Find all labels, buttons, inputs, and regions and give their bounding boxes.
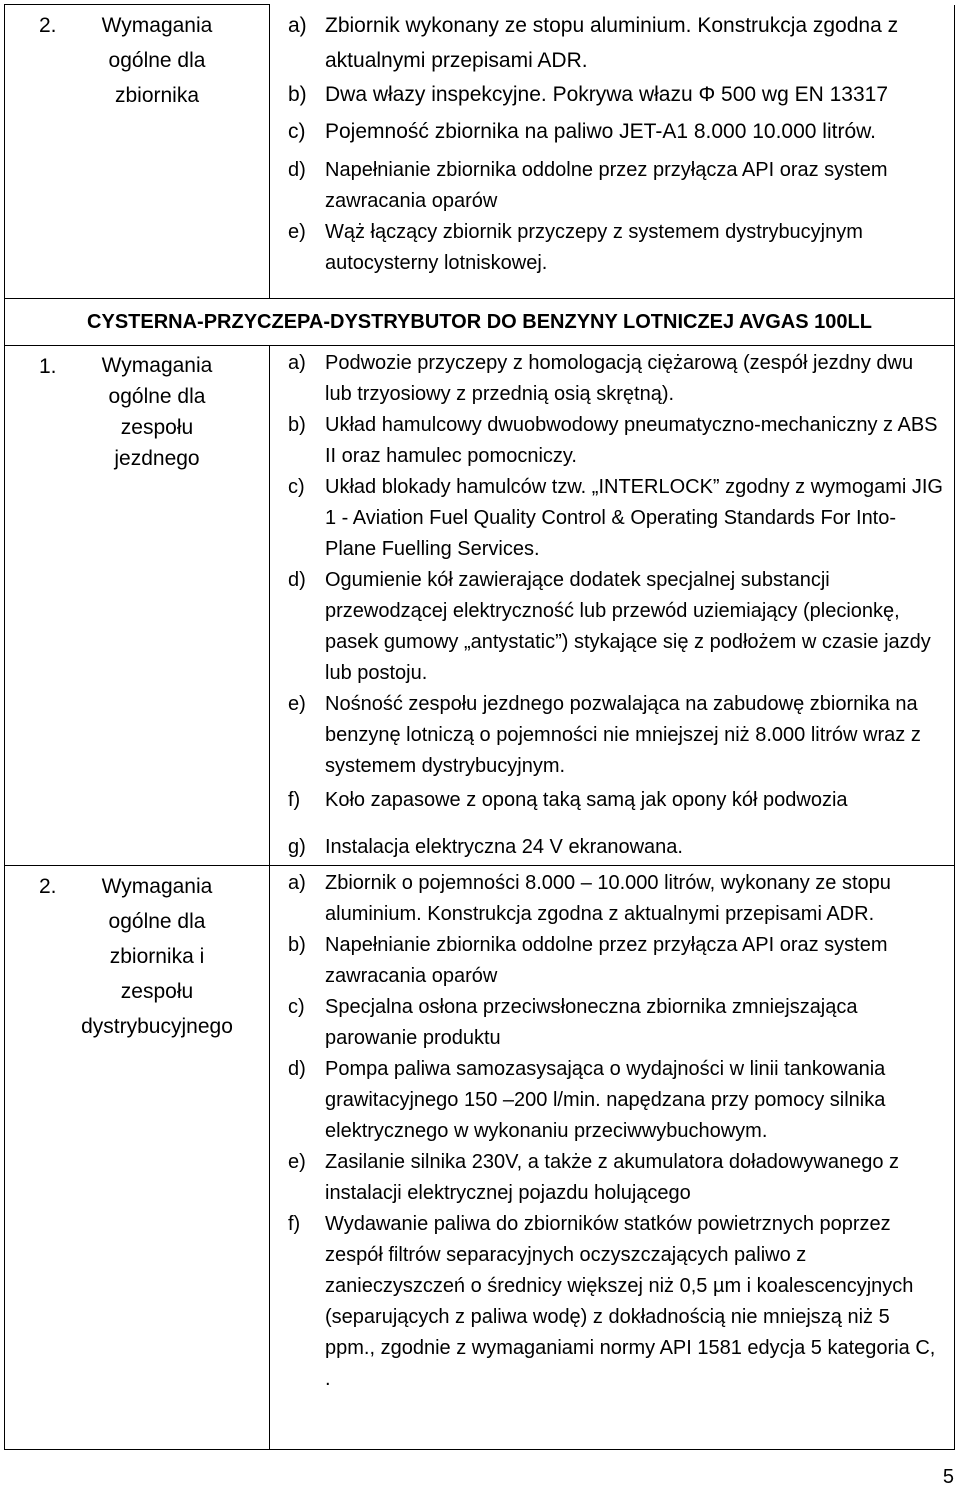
- label-line: ogólne dla: [108, 910, 206, 933]
- label-line: jezdnego: [114, 447, 200, 470]
- item-text: Pompa paliwa samozasysająca o wydajności w linii tankowania grawitacyjnego 150 –200 l/min. napędzana przy pomocy silnika elektrycznego w wykonaniu przeciwwybuchowym.: [325, 1058, 886, 1142]
- item-text: Ogumienie kół zawierające dodatek specjalnej substancji przewodzącej elektryczność lub przewód uziemiający (plecionkę, pasek gumowy „antystatic”) stykające się z podłożem w czasie jazdy lub postoju.: [325, 569, 931, 684]
- item-text: Zbiornik wykonany ze stopu aluminium. Konstrukcja zgodna z aktualnymi przepisami ADR.: [325, 13, 899, 72]
- item-letter: b): [288, 82, 307, 106]
- label-line: Wymagania: [101, 354, 213, 377]
- item-letter: f): [288, 1213, 301, 1235]
- item-letter: b): [288, 934, 306, 956]
- label-line: zbiornika i: [109, 945, 205, 968]
- label-line: ogólne dla: [108, 49, 206, 72]
- item-letter: d): [288, 1058, 306, 1080]
- requirement-list: [270, 346, 954, 863]
- list-item: [288, 992, 944, 1054]
- item-letter: f): [288, 789, 301, 811]
- list-item: [288, 410, 944, 472]
- item-text: Wąż łączący zbiornik przyczepy z systemem dystrybucyjnym autocysterny lotniskowej.: [325, 220, 863, 274]
- item-text: Instalacja elektryczna 24 V ekranowana.: [325, 836, 683, 858]
- list-item: [288, 1054, 944, 1147]
- item-letter: c): [288, 119, 306, 143]
- label-line: ogólne dla: [108, 385, 206, 408]
- label-line: zespołu: [120, 980, 194, 1003]
- item-letter: d): [288, 158, 306, 181]
- label-line: dystrybucyjnego: [81, 1015, 233, 1038]
- item-letter: e): [288, 1151, 306, 1173]
- item-letter: e): [288, 220, 306, 243]
- item-text: Układ blokady hamulców tzw. „INTERLOCK” zgodny z wymogami JIG 1 - Aviation Fuel Quality Control & Operating Standards For Into-Plane Fuelling Services.: [325, 476, 943, 560]
- item-letter: c): [288, 476, 305, 498]
- row-label-cell: [5, 866, 270, 1450]
- label-line: Wymagania: [101, 875, 213, 898]
- item-letter: g): [288, 836, 306, 858]
- item-text: Nośność zespołu jezdnego pozwalająca na zabudowę zbiornika na benzynę lotniczą o pojemności nie mniejszej niż 8.000 litrów wraz z systemem dystrybucyjnym.: [325, 693, 921, 777]
- list-item: [288, 8, 944, 78]
- list-item: [288, 1209, 944, 1395]
- row-dispenser-requirements: [5, 866, 955, 1450]
- label-line: Wymagania: [101, 14, 213, 37]
- item-text: Napełnianie zbiornika oddolne przez przyłącza API oraz system zawracania oparów: [325, 934, 888, 987]
- item-letter: e): [288, 693, 306, 715]
- list-item: [288, 472, 944, 565]
- list-item: [288, 114, 944, 149]
- list-item: [288, 930, 944, 992]
- list-item: [288, 77, 944, 112]
- row-content-cell: [270, 866, 955, 1450]
- row-number: 2.: [39, 14, 57, 37]
- list-item: [288, 868, 944, 930]
- list-item: [288, 565, 944, 689]
- row-chassis-requirements: [5, 346, 955, 866]
- item-text: Podwozie przyczepy z homologacją ciężarową (zespół jezdny dwu lub trzyosiowy z przednią osią skrętną).: [325, 352, 914, 405]
- item-letter: a): [288, 13, 307, 37]
- section-header-row: [5, 299, 955, 346]
- list-item: [288, 785, 944, 816]
- item-letter: a): [288, 352, 306, 374]
- item-text: Specjalna osłona przeciwsłoneczna zbiornika zmniejszająca parowanie produktu: [325, 996, 858, 1049]
- list-item: [288, 689, 944, 782]
- item-text: Pojemność zbiornika na paliwo JET-A1 8.000 10.000 litrów.: [325, 119, 876, 143]
- item-letter: c): [288, 996, 305, 1018]
- list-item: [288, 832, 944, 863]
- item-text: Wydawanie paliwa do zbiorników statków powietrznych poprzez zespół filtrów separacyjnych oczyszczających paliwo z zanieczyszczeń o średnicy większej niż 0,5 µm i koalescencyjnych (separujących z paliwa wodę) z dokładnością nie mniejszą niż 5 ppm., zgodnie z wymaganiami normy API 1581 edycja 5 kategoria C, .: [325, 1213, 936, 1390]
- list-item: [288, 217, 944, 279]
- list-item: [288, 1147, 944, 1209]
- row-label-cell: [5, 5, 270, 299]
- page-number: 5: [942, 1466, 954, 1488]
- row-content-cell: [270, 346, 955, 866]
- label-line: zbiornika: [114, 84, 200, 107]
- label-line: zespołu: [120, 416, 194, 439]
- item-text: Dwa włazy inspekcyjne. Pokrywa włazu Φ 500 wg EN 13317: [325, 82, 889, 106]
- item-text: Zasilanie silnika 230V, a także z akumulatora doładowywanego z instalacji elektrycznej pojazdu holującego: [325, 1151, 900, 1204]
- item-text: Zbiornik o pojemności 8.000 – 10.000 litrów, wykonany ze stopu aluminium. Konstrukcja zgodna z aktualnymi przepisami ADR.: [325, 872, 891, 925]
- row-tank-requirements: [5, 5, 955, 299]
- list-item: [288, 155, 944, 217]
- row-content-cell: [270, 5, 955, 299]
- item-text: Układ hamulcowy dwuobwodowy pneumatyczno-mechaniczny z ABS II oraz hamulec pomocniczy.: [325, 414, 938, 467]
- spec-table: [4, 4, 955, 1450]
- item-text: Napełnianie zbiornika oddolne przez przyłącza API oraz system zawracania oparów: [325, 158, 888, 212]
- item-letter: b): [288, 414, 306, 436]
- row-number: 2.: [39, 875, 57, 898]
- list-item: [288, 348, 944, 410]
- section-header: CYSTERNA-PRZYCZEPA-DYSTRYBUTOR DO BENZYNY LOTNICZEJ AVGAS 100LL: [5, 299, 955, 346]
- item-text: Koło zapasowe z oponą taką samą jak opony kół podwozia: [325, 789, 848, 811]
- row-label-cell: [5, 346, 270, 866]
- row-number: 1.: [39, 355, 57, 378]
- requirement-list: [270, 5, 954, 279]
- item-letter: a): [288, 872, 306, 894]
- requirement-list: [270, 866, 954, 1395]
- item-letter: d): [288, 569, 306, 591]
